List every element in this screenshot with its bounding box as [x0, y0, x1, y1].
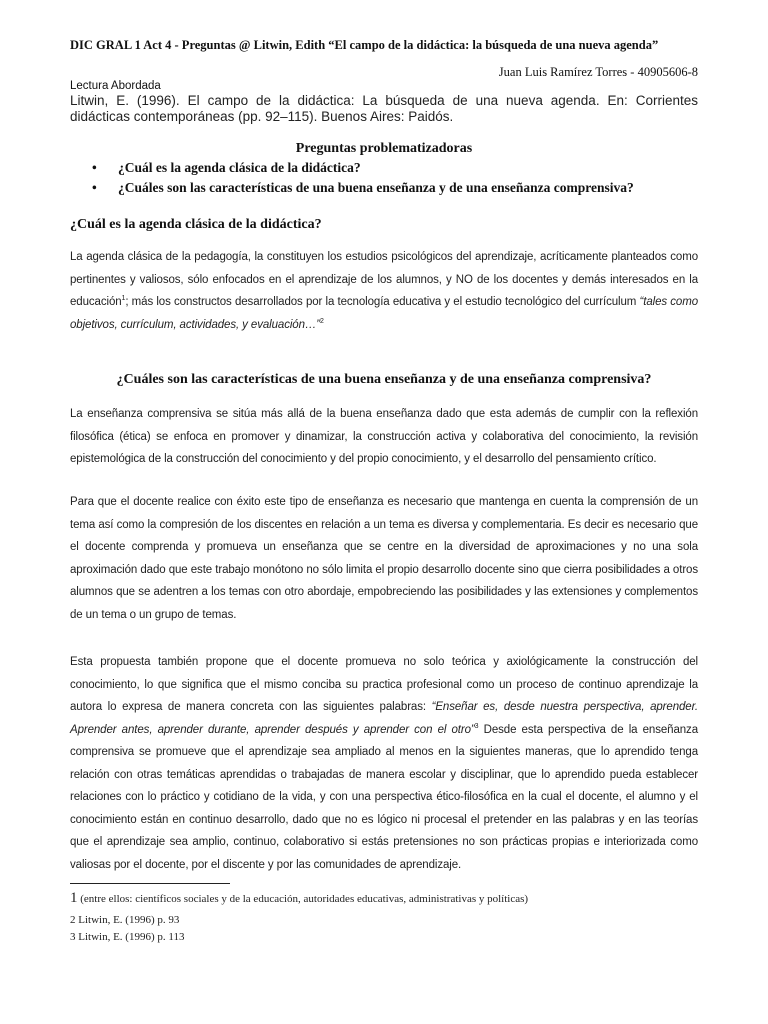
questions-title: Preguntas problematizadoras [295, 141, 473, 156]
paragraph-docente: Para que el docente realice con éxito este tipo de enseñanza es necesario que mantenga en cuenta la comprensión de un tema así como la compresión de los discentes en relación a un tema es diversa y complementaria. Es decir es necesario que el docente comprenda y promueva un enseñanza que se centre en la diversidad de aproximaciones y no una sola aproximación dado que este trabajo monótono no sólo limita el propio desarrollo docente sino que cierra posibilidades a otros alumnos que se adentren a los temas con otro abordaje, empobreciendo las posibilidades y las extensiones y complementos de un tema o un grupo de temas. [70, 496, 698, 621]
reading-label: Lectura Abordada [70, 80, 161, 92]
paragraph-text: La agenda clásica de la pedagogía, la constituyen los estudios psicológicos del aprendizaje, acríticamente planteados como pertinentes y valiosos, sólo enfocados en el aprendizaje de los alumnos, y NO de los docentes y demás interesados en la educación [70, 251, 698, 308]
reading-citation: Litwin, E. (1996). El campo de la didáctica: La búsqueda de una nueva agenda. En: Corrientes didácticas contemporáneas (pp. 92–115). Buenos Aires: Paidós. [70, 93, 698, 124]
paragraph-text: Esta propuesta también propone que el docente promueva no solo teórica y axiológicamente la construcción del conocimiento, lo que significa que el mismo conciba su practica profesional como un proceso de continuo aprendizaje la autora lo expresa de manera concreta con las siguientes palabras: [70, 656, 698, 713]
footnote-text: (entre ellos: científicos sociales y de la educación, autoridades educativas, administrativas y políticas) [77, 893, 529, 905]
question-text: ¿Cuál es la agenda clásica de la didáctica? [118, 160, 361, 175]
quote-text: “tales como objetivos, currículum, actividades, y evaluación…” [70, 296, 698, 331]
paragraph-text: ; más los constructos desarrollados por la tecnología educativa y el estudio tecnológico del currículum [125, 296, 640, 308]
paragraph-comprensiva: La enseñanza comprensiva se sitúa más allá de la buena enseñanza dado que esta además de cumplir con la reflexión filosófica (ética) se enfoca en promover y dinamizar, la construcción activa y colaborativa del conocimiento, la revisión epistemológica de la construcción del conocimiento y del propio conocimiento, y el desarrollo del pensamiento crítico. [70, 408, 698, 465]
list-item [70, 158, 710, 178]
list-item [70, 178, 710, 198]
bullet-icon: • [92, 180, 97, 195]
paragraph-agenda [70, 246, 698, 336]
bullet-icon: • [92, 160, 97, 175]
footnote-divider [70, 883, 230, 884]
paragraph-propuesta [70, 651, 698, 876]
footnote-1 [70, 890, 528, 907]
footnote-ref: 3 [474, 722, 479, 730]
section-heading-agenda: ¿Cuál es la agenda clásica de la didáctica? [70, 217, 322, 232]
footnote-ref: 1 [121, 295, 126, 303]
questions-list [70, 158, 710, 198]
footnote-2: 2 Litwin, E. (1996) p. 93 [70, 914, 180, 926]
footnote-number: 1 [70, 890, 78, 906]
paragraph-text: Desde esta perspectiva de la enseñanza comprensiva se promueve que el aprendizaje sea ampliado al menos en la siguientes maneras, que lo aprendido tenga relación con otras temáticas aprendidas o trabajadas de manera escolar y disciplinar, que lo aprendido pueda establecer relaciones con lo práctico y cotidiano de la vida, y con una perspectiva ético-filosófica en la cual el docente, el alumno y el conocimiento están en continuo desarrollo, dado que no es lógico ni procesal el pretender en las palabras y en las teorías que el aprendizaje sea amplio, continuo, colaborativo si estás pretensiones no son prácticas propias e interiorizada como valiosas por el docente, por el discente y por las comunidades de aprendizaje. [70, 723, 698, 871]
footnote-3: 3 Litwin, E. (1996) p. 113 [70, 931, 185, 943]
author-line: Juan Luis Ramírez Torres - 40905606-8 [498, 65, 698, 79]
section-heading-ensenanza: ¿Cuáles son las características de una buena enseñanza y de una enseñanza comprensiva? [116, 372, 652, 387]
footnote-ref: 2 [320, 317, 324, 325]
document-title: DIC GRAL 1 Act 4 - Preguntas @ Litwin, Edith “El campo de la didáctica: la búsqueda de una nueva agenda” [70, 38, 659, 52]
question-text: ¿Cuáles son las características de una buena enseñanza y de una enseñanza comprensiva? [118, 180, 634, 195]
quote-text: “Enseñar es, desde nuestra perspectiva, aprender. Aprender antes, aprender durante, aprender después y aprender con el otro” [70, 701, 698, 736]
